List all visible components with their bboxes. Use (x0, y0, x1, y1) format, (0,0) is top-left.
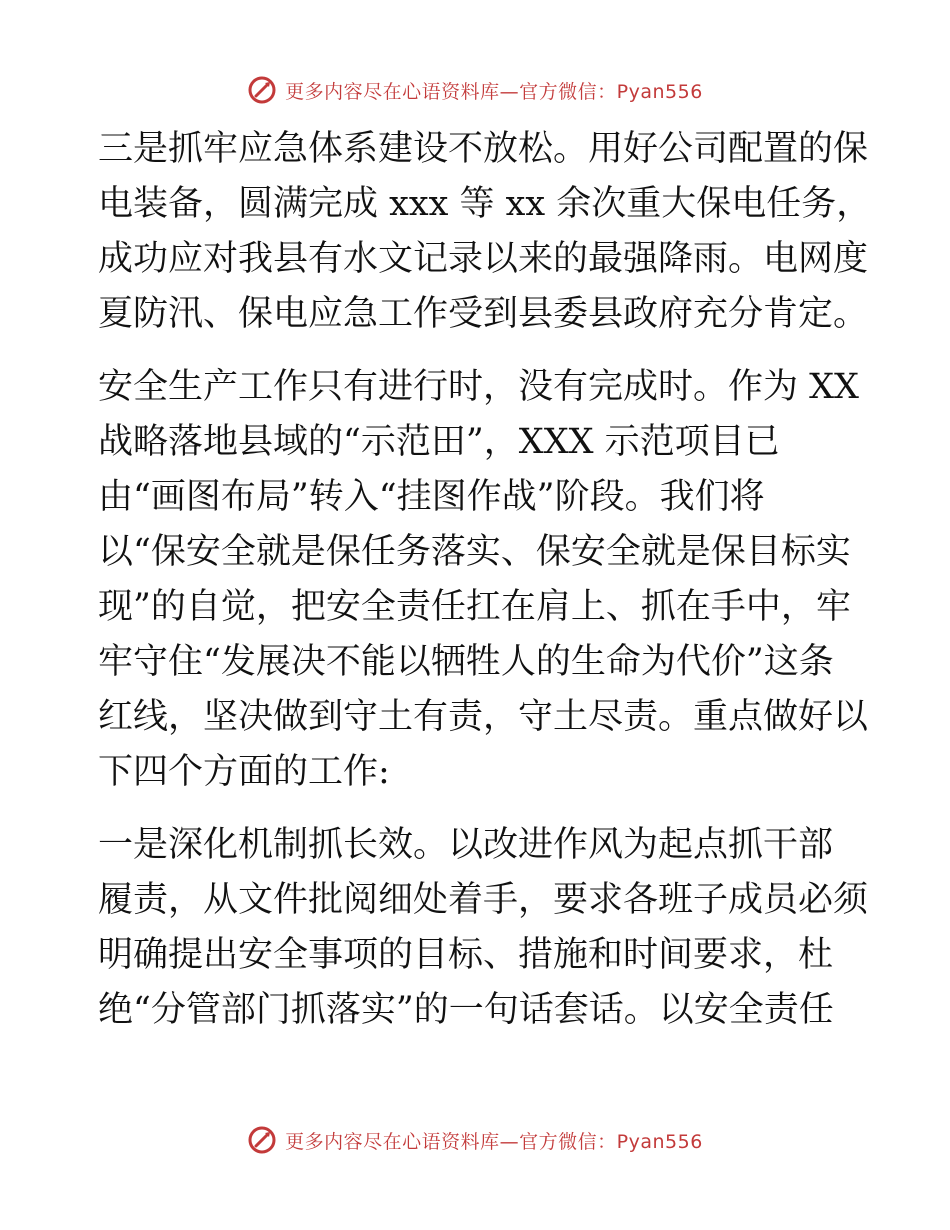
text-line: 履责，从文件批阅细处着手，要求各班子成员必须 (98, 880, 869, 920)
text-line: 绝“分管部门抓落实”的一句话套话。以安全责任 (98, 990, 834, 1030)
watermark-text: 更多内容尽在心语资料库—官方微信：Pyan556 (285, 1130, 703, 1153)
text-line: 明确提出安全事项的目标、措施和时间要求，杜 (98, 935, 834, 975)
watermark-text: 更多内容尽在心语资料库—官方微信：Pyan556 (285, 80, 703, 103)
watermark-header (0, 70, 950, 110)
brush-emblem-icon (247, 75, 277, 105)
text-line: 以“保安全就是保任务落实、保安全就是保目标实 (98, 532, 851, 572)
text-line: 下四个方面的工作: (98, 752, 390, 792)
text-line: 安全生产工作只有进行时，没有完成时。作为 XX (98, 367, 859, 407)
watermark-footer (0, 1120, 950, 1160)
text-line: 现”的自觉，把安全责任扛在肩上、抓在手中，牢 (98, 587, 851, 627)
text-line: 成功应对我县有水文记录以来的最强降雨。电网度 (98, 239, 869, 279)
text-line: 夏防汛、保电应急工作受到县委县政府充分肯定。 (98, 294, 869, 334)
text-line: 一是深化机制抓长效。以改进作风为起点抓干部 (98, 825, 834, 865)
text-line: 三是抓牢应急体系建设不放松。用好公司配置的保 (98, 129, 869, 169)
brush-emblem-icon (247, 1125, 277, 1155)
document-body (98, 122, 872, 1038)
text-line: 牢守住“发展决不能以牺牲人的生命为代价”这条 (98, 642, 834, 682)
paragraph (98, 360, 869, 800)
text-line: 战略落地县域的“示范田”，XXX 示范项目已 (98, 422, 780, 462)
paragraph (98, 818, 869, 1038)
text-line: 由“画图布局”转入“挂图作战”阶段。我们将 (98, 477, 765, 517)
text-line: 电装备，圆满完成 xxx 等 xx 余次重大保电任务， (98, 184, 872, 224)
text-line: 红线，坚决做到守土有责，守土尽责。重点做好以 (98, 697, 869, 737)
paragraph (98, 122, 872, 342)
